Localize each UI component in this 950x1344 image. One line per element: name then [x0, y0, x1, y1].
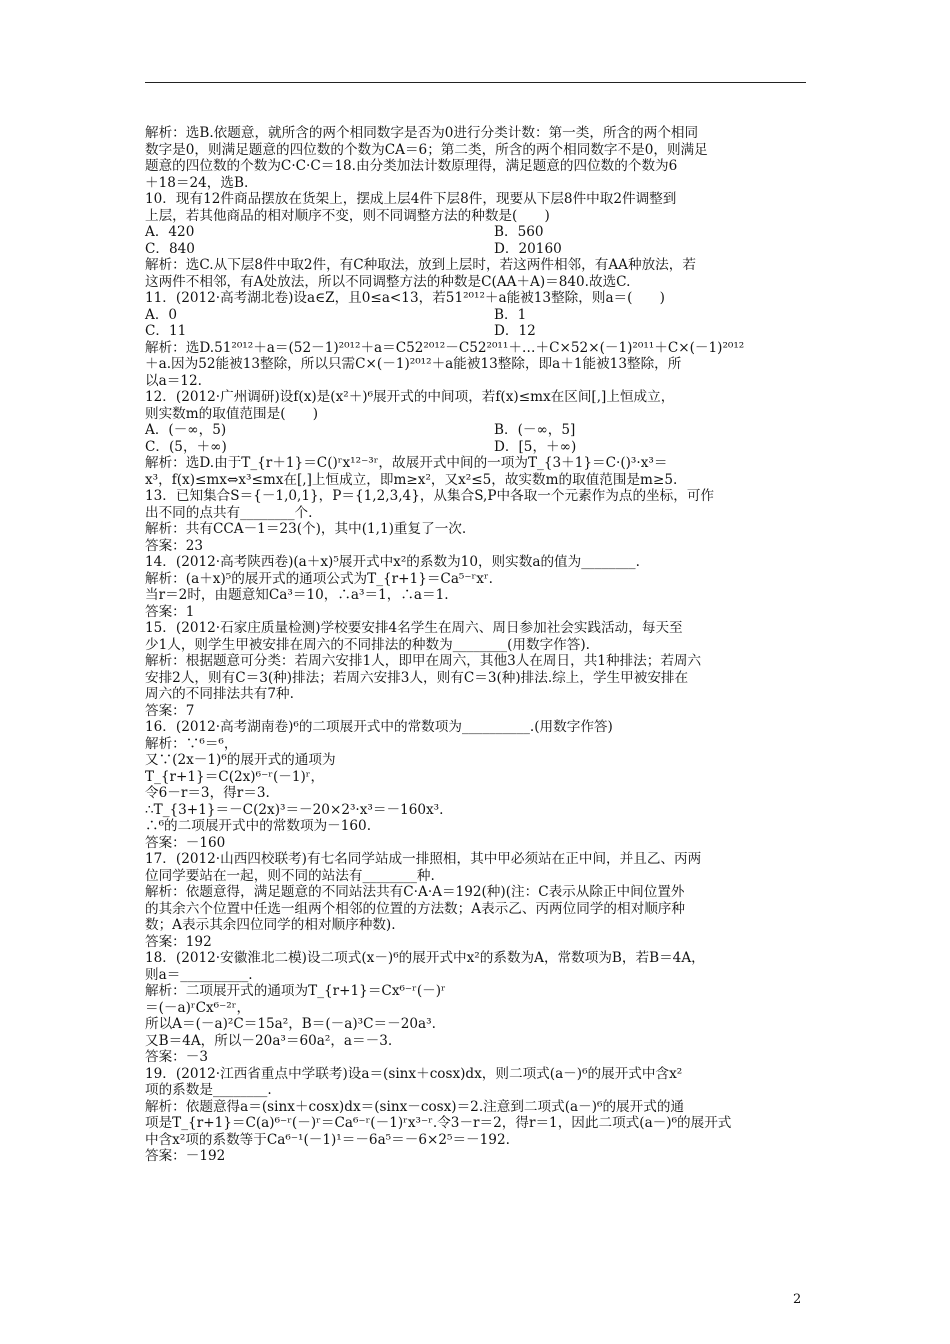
- text-line: 位同学要站在一起，则不同的站法有________种.: [145, 867, 435, 884]
- text-line: 中含x²项的系数等于Ca⁶⁻¹(－1)¹＝－6a⁵＝－6×2⁵＝－192.: [145, 1131, 510, 1148]
- document-body: [145, 125, 806, 1165]
- choice-row: [145, 439, 806, 456]
- text-line: 出不同的点共有________个.: [145, 504, 313, 521]
- text-line: 16．(2012·高考湖南卷)⁶的二项展开式中的常数项为__________.(用数字作答): [145, 719, 613, 735]
- text-line: 这两件不相邻，有A处放法，所以不同调整方法的种数是C(AA＋A)＝840.故选C.: [145, 273, 631, 290]
- choice-row: [145, 241, 806, 258]
- choice-option: B．560: [494, 224, 544, 240]
- text-line: 答案：－3: [145, 1049, 209, 1065]
- choice-option: B．1: [494, 306, 527, 323]
- text-line: 答案：192: [145, 933, 212, 950]
- text-line: 14．(2012·高考陕西卷)(a＋x)⁵展开式中x²的系数为10，则实数a的值为________.: [145, 554, 640, 570]
- page-number: 2: [793, 1292, 802, 1307]
- text-line: 解析：选D.由于T_{r＋1}＝C()ʳx¹²⁻³ʳ，故展开式中间的一项为T_{3＋1}＝C·()³·x³＝: [145, 455, 668, 471]
- choice-option: D．[5，＋∞): [494, 438, 577, 455]
- text-line: 所以A＝(－a)²C＝15a²，B＝(－a)³C＝－20a³.: [145, 1016, 436, 1032]
- text-line: 项的系数是________.: [145, 1082, 272, 1098]
- text-line: 又B＝4A，所以－20a³＝60a²，a＝－3.: [145, 1032, 393, 1049]
- text-line: 解析：根据题意可分类：若周六安排1人，即甲在周六，其他3人在周日，共1种排法；若周六: [145, 653, 702, 669]
- text-line: 的其余六个位置中任选一组两个相邻的位置的方法数；A表示乙、丙两位同学的相对顺序种: [145, 900, 685, 917]
- text-line: 周六的不同排法共有7种.: [145, 686, 294, 702]
- text-line: ＋18＝24，选B.: [145, 174, 249, 191]
- choice-row: [145, 307, 806, 324]
- text-line: 解析：选B.依题意，就所含的两个相同数字是否为0进行分类计数：第一类，所含的两个相同: [145, 125, 699, 141]
- text-line: 解析：∵⁶＝⁶，: [145, 735, 238, 752]
- text-line: 则a＝__________.: [145, 966, 253, 983]
- text-line: 解析：二项展开式的通项为T_{r+1}＝Cx⁶⁻ʳ(－)ʳ: [145, 983, 446, 999]
- choice-option: B．(－∞，5]: [494, 422, 576, 438]
- text-line: 题意的四位数的个数为C·C·C＝18.由分类加法计数原理得，满足题意的四位数的个数为6: [145, 158, 678, 174]
- text-line: 以a＝12.: [145, 372, 202, 389]
- text-line: x³，f(x)≤mx⇔x³≤mx在[,]上恒成立，即m≥x²，又x²≤5，故实数m的取值范围是m≥5.: [145, 471, 678, 488]
- text-line: 上层，若其他商品的相对顺序不变，则不同调整方法的种数是( ): [145, 207, 550, 224]
- text-line: 解析：选C.从下层8件中取2件，有C种取法，放到上层时，若这两件相邻，有AA种放法，若: [145, 257, 696, 273]
- text-line: 解析：共有CCA－1＝23(个)，其中(1,1)重复了一次.: [145, 521, 467, 537]
- text-line: 项是T_{r+1}＝C(a)⁶⁻ʳ(－)ʳ＝Ca⁶⁻ʳ(－1)ʳx³⁻ʳ.令3－r＝2，得r＝1，因此二项式(a－)⁶的展开式: [145, 1115, 732, 1131]
- text-line: 答案：1: [145, 603, 195, 620]
- header-rule: [145, 82, 806, 83]
- text-line: 解析：(a＋x)⁵的展开式的通项公式为T_{r+1}＝Ca⁵⁻ʳxʳ.: [145, 570, 493, 587]
- text-line: 安排2人，则有C＝3(种)排法；若周六安排3人，则有C＝3(种)排法.综上，学生甲被安排在: [145, 669, 689, 686]
- choice-option: D．20160: [494, 240, 562, 257]
- text-line: 答案：－192: [145, 1148, 226, 1164]
- text-line: ＋a.因为52能被13整除，所以只需C×(－1)²⁰¹²＋a能被13整除，即a＋1能被13整除，所: [145, 356, 682, 372]
- choice-option: D．12: [494, 323, 536, 339]
- text-line: 解析：选D.51²⁰¹²＋a＝(52－1)²⁰¹²＋a＝C52²⁰¹²－C52²⁰¹¹＋…＋C×52×(－1)²⁰¹¹＋C×(－1)²⁰¹²: [145, 339, 745, 356]
- text-line: 数；A表示其余四位同学的相对顺序种数).: [145, 917, 396, 933]
- text-line: 令6－r＝3，得r＝3.: [145, 785, 270, 801]
- choice-option: A．(－∞，5): [145, 422, 227, 438]
- text-line: 解析：依题意得，满足题意的不同站法共有C·A·A＝192(种)(注：C表示从除正中间位置外: [145, 884, 685, 900]
- text-line: 15．(2012·石家庄质量检测)学校要安排4名学生在周六、周日参加社会实践活动，每天至: [145, 620, 683, 636]
- choice-row: [145, 422, 806, 439]
- text-line: 13．已知集合S＝{－1,0,1}，P＝{1,2,3,4}，从集合S,P中各取一个元素作为点的坐标，可作: [145, 488, 715, 504]
- text-line: 又∵(2x－1)⁶的展开式的通项为: [145, 752, 336, 768]
- text-line: 当r＝2时，由题意知Ca³＝10，∴a³＝1，∴a＝1.: [145, 587, 449, 603]
- choice-option: C．840: [145, 240, 195, 257]
- text-line: 18．(2012·安徽淮北二模)设二项式(x－)⁶的展开式中x²的系数为A，常数项为B，若B＝4A，: [145, 950, 705, 966]
- text-line: 则实数m的取值范围是( ): [145, 405, 319, 422]
- text-line: T_{r+1}＝C(2x)⁶⁻ʳ(－1)ʳ，: [145, 768, 325, 785]
- choice-row: [145, 323, 806, 340]
- text-line: 19．(2012·江西省重点中学联考)设a＝(sinx＋cosx)dx，则二项式(a－)⁶的展开式中含x²: [145, 1065, 683, 1082]
- text-line: 答案：7: [145, 702, 195, 719]
- choice-option: A．0: [145, 306, 178, 323]
- choice-row: [145, 224, 806, 241]
- text-line: 解析：依题意得a＝(sinx＋cosx)dx＝(sinx－cosx)＝2.注意到二项式(a－)⁶的展开式的通: [145, 1098, 685, 1115]
- choice-option: C．11: [145, 323, 187, 339]
- text-line: 12．(2012·广州调研)设f(x)是(x²＋)⁶展开式的中间项，若f(x)≤mx在区间[,]上恒成立，: [145, 389, 675, 405]
- text-line: 少1人，则学生甲被安排在周六的不同排法的种数为________(用数字作答).: [145, 636, 590, 653]
- choice-option: A．420: [145, 224, 195, 240]
- text-line: 10．现有12件商品摆放在货架上，摆成上层4件下层8件，现要从下层8件中取2件调整到: [145, 191, 677, 207]
- text-line: 数字是0，则满足题意的四位数的个数为CA＝6；第二类，所含的两个相同数字不是0，则满足: [145, 141, 708, 158]
- text-line: 答案：23: [145, 537, 204, 554]
- choice-option: C．(5，＋∞): [145, 438, 227, 455]
- text-line: ∴⁶的二项展开式中的常数项为－160.: [145, 818, 372, 834]
- text-line: ＝(－a)ʳCx⁶⁻²ʳ，: [145, 999, 251, 1016]
- text-line: 11．(2012·高考湖北卷)设a∈Z，且0≤a<13，若51²⁰¹²＋a能被13整除，则a＝( ): [145, 290, 665, 306]
- text-line: 17．(2012·山西四校联考)有七名同学站成一排照相，其中甲必须站在正中间，并且乙、丙两: [145, 851, 702, 867]
- text-line: ∴T_{3+1}＝－C(2x)³＝－20×2³·x³＝－160x³.: [145, 801, 444, 818]
- text-line: 答案：－160: [145, 834, 226, 851]
